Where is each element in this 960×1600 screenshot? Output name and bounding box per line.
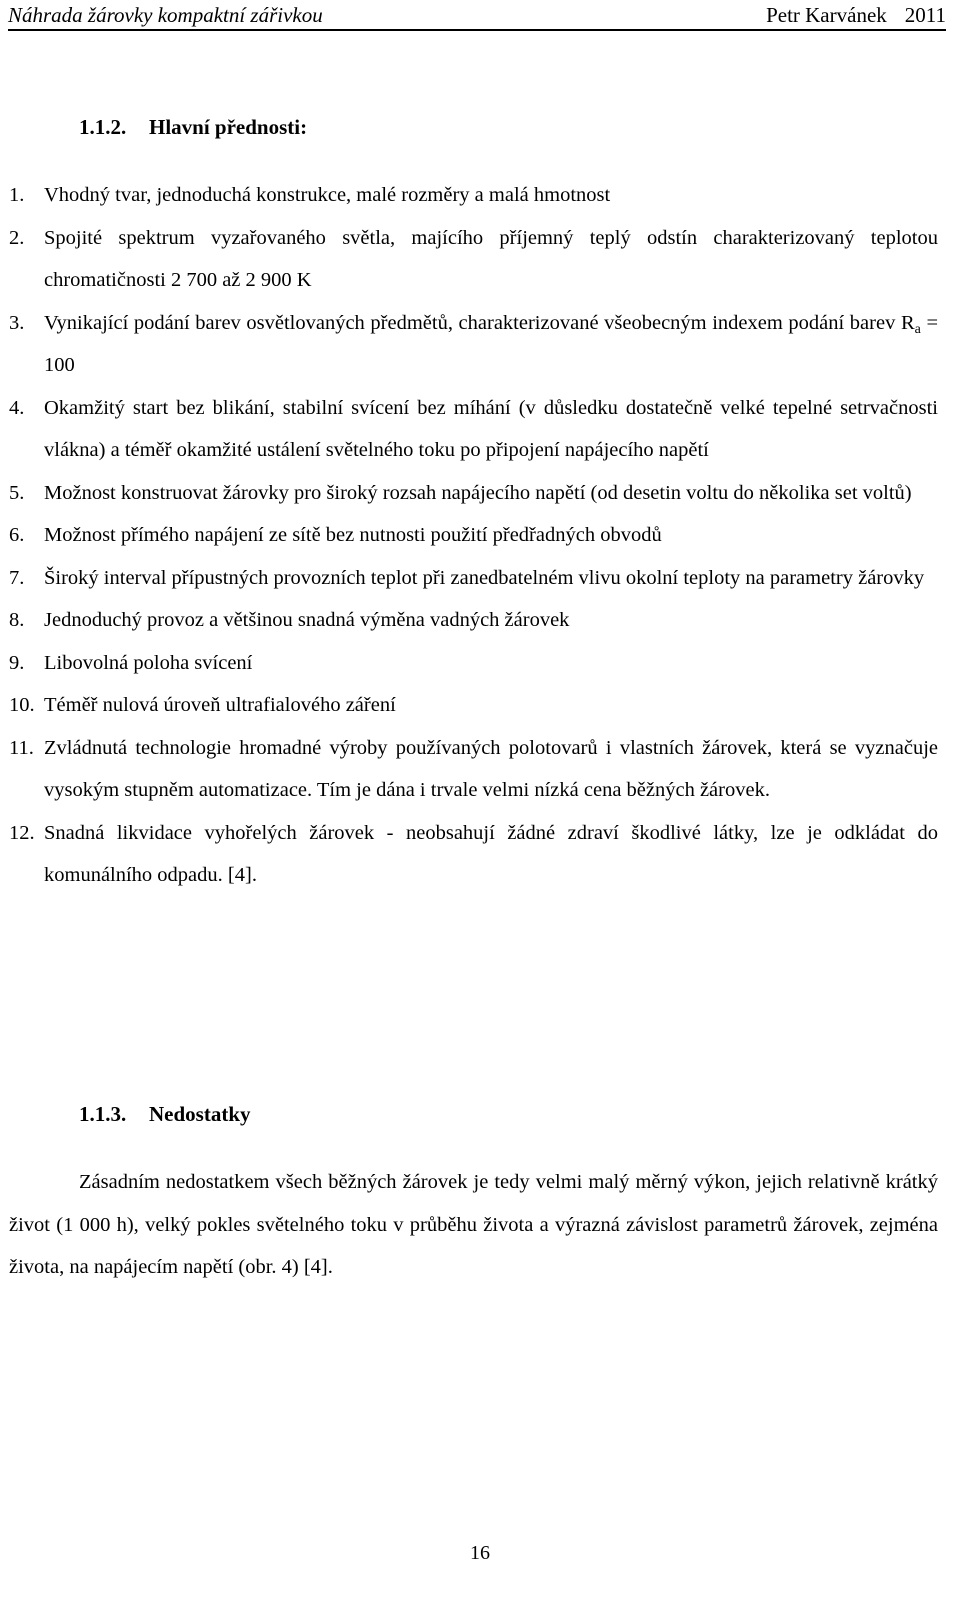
list-item: [9, 599, 938, 642]
list-item: [9, 557, 938, 600]
item-number: 11.: [9, 736, 34, 759]
document-title: Náhrada žárovky kompaktní zářivkou: [8, 3, 323, 27]
section-number: 1.1.3.: [79, 1102, 127, 1126]
item-text: Libovolná poloha svícení: [44, 651, 253, 674]
subscript: a: [914, 321, 921, 337]
year: 2011: [904, 3, 946, 27]
item-text: Jednoduchý provoz a většinou snadná výměna vadných žárovek: [44, 609, 570, 631]
list-item: [9, 174, 938, 217]
item-number: 7.: [9, 566, 25, 589]
list-item: [9, 387, 938, 472]
author: Petr Karvánek: [766, 3, 887, 27]
section-title: Hlavní přednosti:: [149, 115, 308, 139]
item-text: Téměř nulová úroveň ultrafialového záření: [44, 694, 396, 716]
section-heading-drawbacks: [79, 1102, 251, 1127]
item-text: Široký interval přípustných provozních teplot při zanedbatelném vlivu okolní teploty na parametry žárovky: [44, 566, 925, 589]
list-item: [9, 302, 938, 387]
list-item: [9, 727, 938, 812]
list-item: [9, 472, 938, 515]
body-paragraph: Zásadním nedostatkem všech běžných žárovek je tedy velmi malý měrný výkon, jejich relativně krátký život (1 000 h), velký pokles světelného toku v průběhu života a výrazná závislost parametrů žárovek, zejména života, na napájecím napětí (obr. 4) [4].: [9, 1171, 938, 1278]
list-item: [9, 514, 938, 557]
section-heading-advantages: [79, 115, 307, 140]
item-number: 3.: [9, 311, 25, 334]
list-item: [9, 684, 938, 727]
item-text: Možnost konstruovat žárovky pro široký rozsah napájecího napětí (od desetin voltu do několika set voltů): [44, 481, 912, 504]
item-number: 1.: [9, 184, 25, 206]
item-text: Snadná likvidace vyhořelých žárovek - neobsahují žádné zdraví škodlivé látky, lze je odkládat do komunálního odpadu. [4].: [44, 821, 938, 886]
advantages-list: [9, 174, 938, 897]
list-item: [9, 217, 938, 302]
item-text: Vhodný tvar, jednoduchá konstrukce, malé rozměry a malá hmotnost: [44, 184, 611, 206]
list-item: [9, 642, 938, 685]
section-title: Nedostatky: [149, 1102, 251, 1126]
item-number: 10.: [9, 694, 35, 716]
item-text: Okamžitý start bez blikání, stabilní svícení bez míhání (v důsledku dostatečně velké tepelné setrvačnosti vlákna) a téměř okamžité ustálení světelného toku po připojení napájecího napětí: [44, 396, 938, 461]
page-header: [8, 0, 946, 31]
item-number: 9.: [9, 651, 25, 674]
item-number: 12.: [9, 821, 35, 844]
item-number: 2.: [9, 226, 25, 249]
page-number: 16: [470, 1542, 490, 1564]
list-item: [9, 812, 938, 897]
section-number: 1.1.2.: [79, 115, 127, 139]
item-number: 8.: [9, 609, 25, 631]
item-number: 5.: [9, 481, 25, 504]
item-text-end: = 100: [44, 311, 939, 376]
item-text: Spojité spektrum vyzařovaného světla, majícího příjemný teplý odstín charakterizovaný teplotou chromatičnosti 2 700 až 2 900 K: [44, 226, 938, 291]
item-text: Zvládnutá technologie hromadné výroby používaných polotovarů i vlastních žárovek, která se vyznačuje vysokým stupněm automatizace. Tím je dána i trvale velmi nízká cena běžných žárovek.: [44, 736, 938, 801]
item-number: 4.: [9, 396, 25, 419]
item-text-main: Vynikající podání barev osvětlovaných předmětů, charakterizované všeobecným indexem podání barev R: [44, 311, 915, 334]
header-author-year: [766, 3, 946, 28]
item-number: 6.: [9, 524, 25, 546]
item-text: Možnost přímého napájení ze sítě bez nutnosti použití předřadných obvodů: [44, 524, 662, 546]
item-text: [44, 312, 938, 377]
